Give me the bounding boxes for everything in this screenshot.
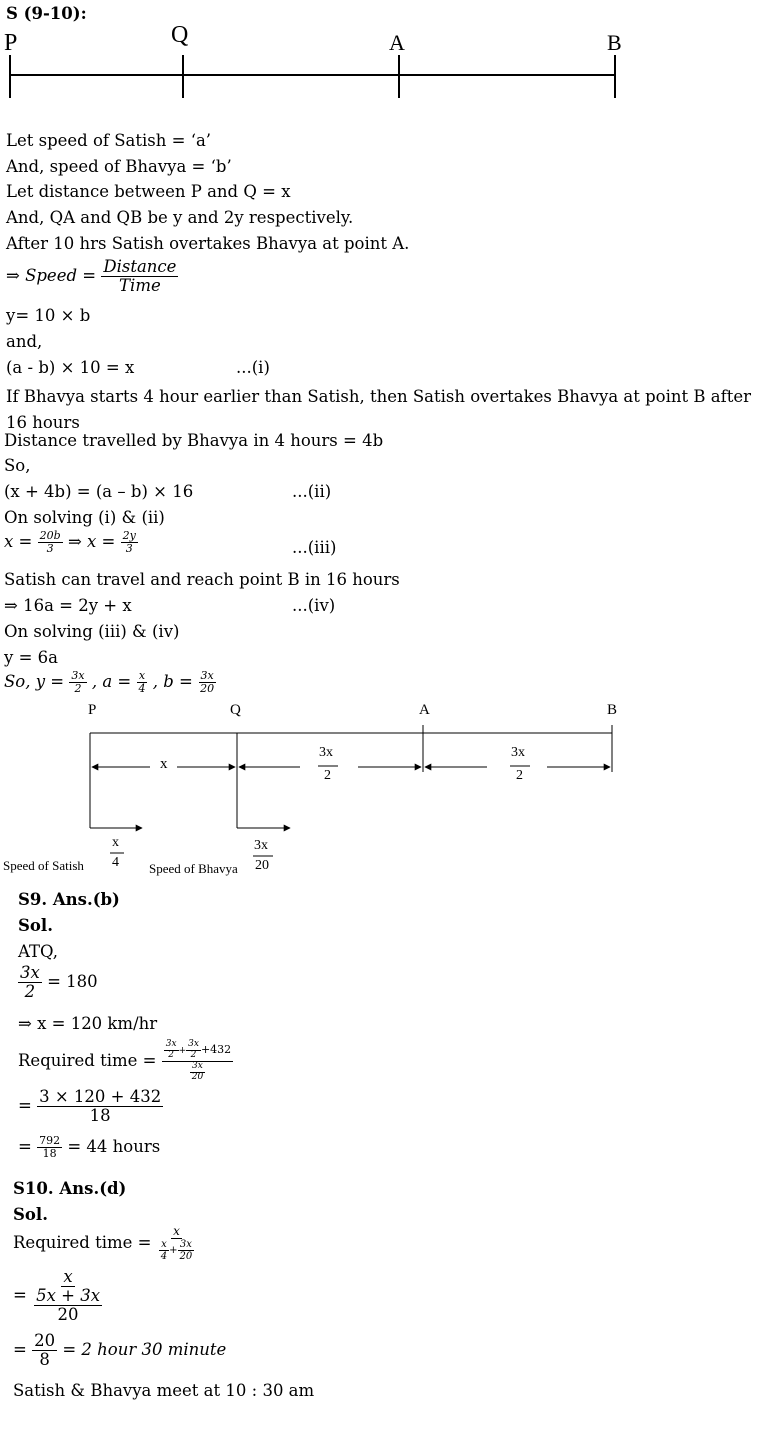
frac-den: 8 bbox=[39, 1350, 50, 1370]
s9-atq: ATQ, bbox=[18, 942, 58, 961]
frac-num: 3x bbox=[200, 669, 214, 682]
text-line: After 10 hrs Satish overtakes Bhavya at point A. bbox=[6, 234, 410, 253]
s9-required-time bbox=[18, 1040, 233, 1083]
eq-part: , a = bbox=[91, 672, 132, 692]
frac-den: 3 bbox=[46, 542, 54, 556]
eq-part: = bbox=[18, 1137, 32, 1157]
satish-speed-label: Speed of Satish bbox=[3, 858, 84, 873]
frac-num: 2y bbox=[122, 529, 136, 542]
text-line: Distance travelled by Bhavya in 4 hours = 4b bbox=[4, 431, 384, 450]
eq-part: Required time = bbox=[13, 1233, 152, 1253]
frac-num: 3x bbox=[71, 669, 85, 682]
frac-num: 3x bbox=[20, 963, 40, 982]
text-line: and, bbox=[6, 332, 43, 351]
s10-eq3 bbox=[13, 1332, 226, 1369]
frac-den: 4 bbox=[160, 1251, 168, 1263]
section-header: S (9-10): bbox=[6, 4, 87, 23]
frac-num: x bbox=[138, 669, 146, 682]
eq-part: ⇒ x = bbox=[67, 532, 116, 552]
eq-part: Required time = bbox=[18, 1050, 157, 1070]
speed-lhs: ⇒ Speed = bbox=[6, 266, 97, 286]
top-label-p: P bbox=[4, 30, 18, 56]
diag-label-q: Q bbox=[230, 702, 241, 718]
diag-label-b: B bbox=[607, 702, 618, 718]
text-line: On solving (iii) & (iv) bbox=[4, 622, 180, 641]
diag-label-p: P bbox=[88, 702, 97, 718]
eq-part: = 44 hours bbox=[67, 1137, 161, 1157]
eq-part: x = bbox=[4, 532, 33, 552]
text-line: So, bbox=[4, 456, 31, 475]
equation-tag: ...(i) bbox=[236, 358, 270, 377]
s9-eq3 bbox=[18, 1088, 163, 1125]
frac-num: 3x bbox=[188, 1039, 199, 1049]
text-line: Satish can travel and reach point B in 16 hours bbox=[4, 570, 400, 589]
frac-den bbox=[157, 1239, 197, 1262]
frac-den: 20 bbox=[57, 1305, 79, 1325]
text-line: (a - b) × 10 = x bbox=[6, 358, 135, 377]
eq-part: So, y = bbox=[4, 672, 65, 692]
fraction bbox=[37, 1088, 163, 1125]
frac-num: 5x + 3x bbox=[36, 1286, 100, 1306]
frac-den bbox=[32, 1287, 104, 1324]
text-line: And, QA and QB be y and 2y respectively. bbox=[6, 208, 354, 227]
diag-seg2-num: 3x bbox=[511, 745, 525, 760]
s9-eq4 bbox=[18, 1135, 160, 1160]
frac-den: 3 bbox=[125, 542, 133, 556]
s10-eq2 bbox=[13, 1268, 104, 1324]
diag-x-label: x bbox=[160, 756, 168, 772]
fraction bbox=[37, 1135, 62, 1160]
fraction bbox=[34, 1287, 102, 1324]
fraction bbox=[190, 1062, 205, 1083]
text-line: On solving (i) & (ii) bbox=[4, 508, 165, 527]
top-label-b: B bbox=[607, 30, 622, 55]
text-line: ⇒ 16a = 2y + x bbox=[4, 596, 132, 615]
frac-num: 792 bbox=[39, 1134, 61, 1147]
speed-den: Time bbox=[119, 276, 161, 296]
eq-part: +432 bbox=[200, 1042, 232, 1056]
frac-den: 20 bbox=[179, 1251, 193, 1263]
diag-seg1-num: 3x bbox=[319, 745, 333, 760]
s10-final: Satish & Bhavya meet at 10 : 30 am bbox=[13, 1381, 315, 1400]
s10-answer: S10. Ans.(d) bbox=[13, 1179, 127, 1198]
frac-den: 4 bbox=[138, 682, 146, 696]
frac-den: 2 bbox=[74, 682, 82, 696]
fraction bbox=[164, 1040, 179, 1061]
fraction bbox=[186, 1040, 201, 1061]
eq-part: + bbox=[169, 1245, 178, 1257]
eq-part: = bbox=[18, 1096, 32, 1116]
satish-speed-num: x bbox=[112, 835, 119, 850]
frac-num: 20b bbox=[39, 529, 61, 542]
s9-eq2: ⇒ x = 120 km/hr bbox=[18, 1014, 158, 1033]
s9-answer: S9. Ans.(b) bbox=[18, 890, 120, 909]
s9-eq1 bbox=[18, 964, 98, 1001]
frac-num: 3x bbox=[192, 1060, 203, 1071]
frac-num: 3 × 120 + 432 bbox=[39, 1087, 162, 1106]
s10-sol: Sol. bbox=[13, 1205, 48, 1224]
text-line: (x + 4b) = (a – b) × 16 bbox=[4, 482, 194, 501]
equation-tag: ...(iv) bbox=[292, 596, 336, 615]
text-line: Let speed of Satish = ‘a’ bbox=[6, 131, 212, 150]
fraction bbox=[18, 964, 42, 1001]
s9-sol: Sol. bbox=[18, 916, 53, 935]
fraction bbox=[32, 1332, 57, 1369]
diag-seg1-den: 2 bbox=[324, 768, 331, 783]
equation-tag: ...(iii) bbox=[292, 538, 337, 557]
compound-fraction bbox=[162, 1040, 233, 1083]
frac-den: 2 bbox=[24, 982, 36, 1002]
speed-num: Distance bbox=[103, 257, 177, 276]
eq-part: + bbox=[178, 1045, 187, 1056]
top-label-a: A bbox=[389, 30, 405, 55]
frac-num: 3x bbox=[179, 1239, 192, 1251]
frac-num: 3x bbox=[165, 1039, 177, 1049]
bhavya-speed-num: 3x bbox=[254, 838, 268, 853]
text-paragraph: If Bhavya starts 4 hour earlier than Satish, then Satish overtakes Bhavya at point B after 16 hours bbox=[6, 387, 751, 432]
text-line: y = 6a bbox=[4, 648, 58, 667]
eq-part: = bbox=[13, 1340, 27, 1360]
equation-tag: ...(ii) bbox=[292, 482, 332, 501]
frac-num: x bbox=[63, 1267, 73, 1286]
fraction bbox=[178, 1239, 195, 1262]
frac-num: x bbox=[173, 1224, 180, 1238]
frac-den: 2 bbox=[168, 1049, 175, 1060]
frac-den: 2 bbox=[190, 1049, 197, 1060]
frac-den: 18 bbox=[89, 1106, 111, 1126]
s10-required-time bbox=[13, 1225, 196, 1262]
eq-part: = 180 bbox=[47, 972, 98, 992]
frac-den: 20 bbox=[200, 682, 215, 696]
frac-den bbox=[188, 1062, 207, 1083]
eq-part: = 2 hour 30 minute bbox=[62, 1340, 227, 1360]
text-line: Let distance between P and Q = x bbox=[6, 182, 291, 201]
diag-seg2-den: 2 bbox=[516, 768, 523, 783]
compound-fraction bbox=[157, 1225, 197, 1262]
top-label-q: Q bbox=[171, 22, 189, 48]
frac-num bbox=[162, 1040, 233, 1062]
diag-label-a: A bbox=[419, 702, 430, 718]
bhavya-speed-den: 20 bbox=[255, 858, 269, 873]
text-line: And, speed of Bhavya = ‘b’ bbox=[6, 157, 232, 176]
text-line: y= 10 × b bbox=[6, 306, 91, 325]
compound-fraction bbox=[32, 1268, 104, 1324]
frac-num: 20 bbox=[34, 1331, 56, 1350]
bhavya-speed-label: Speed of Bhavya bbox=[149, 861, 238, 876]
frac-den: 20 bbox=[191, 1071, 204, 1082]
eq-part: , b = bbox=[152, 672, 193, 692]
fraction bbox=[159, 1239, 169, 1262]
frac-den: 18 bbox=[42, 1147, 57, 1161]
frac-num: x bbox=[161, 1239, 167, 1251]
eq-part: = bbox=[13, 1285, 27, 1305]
satish-speed-den: 4 bbox=[112, 855, 119, 870]
